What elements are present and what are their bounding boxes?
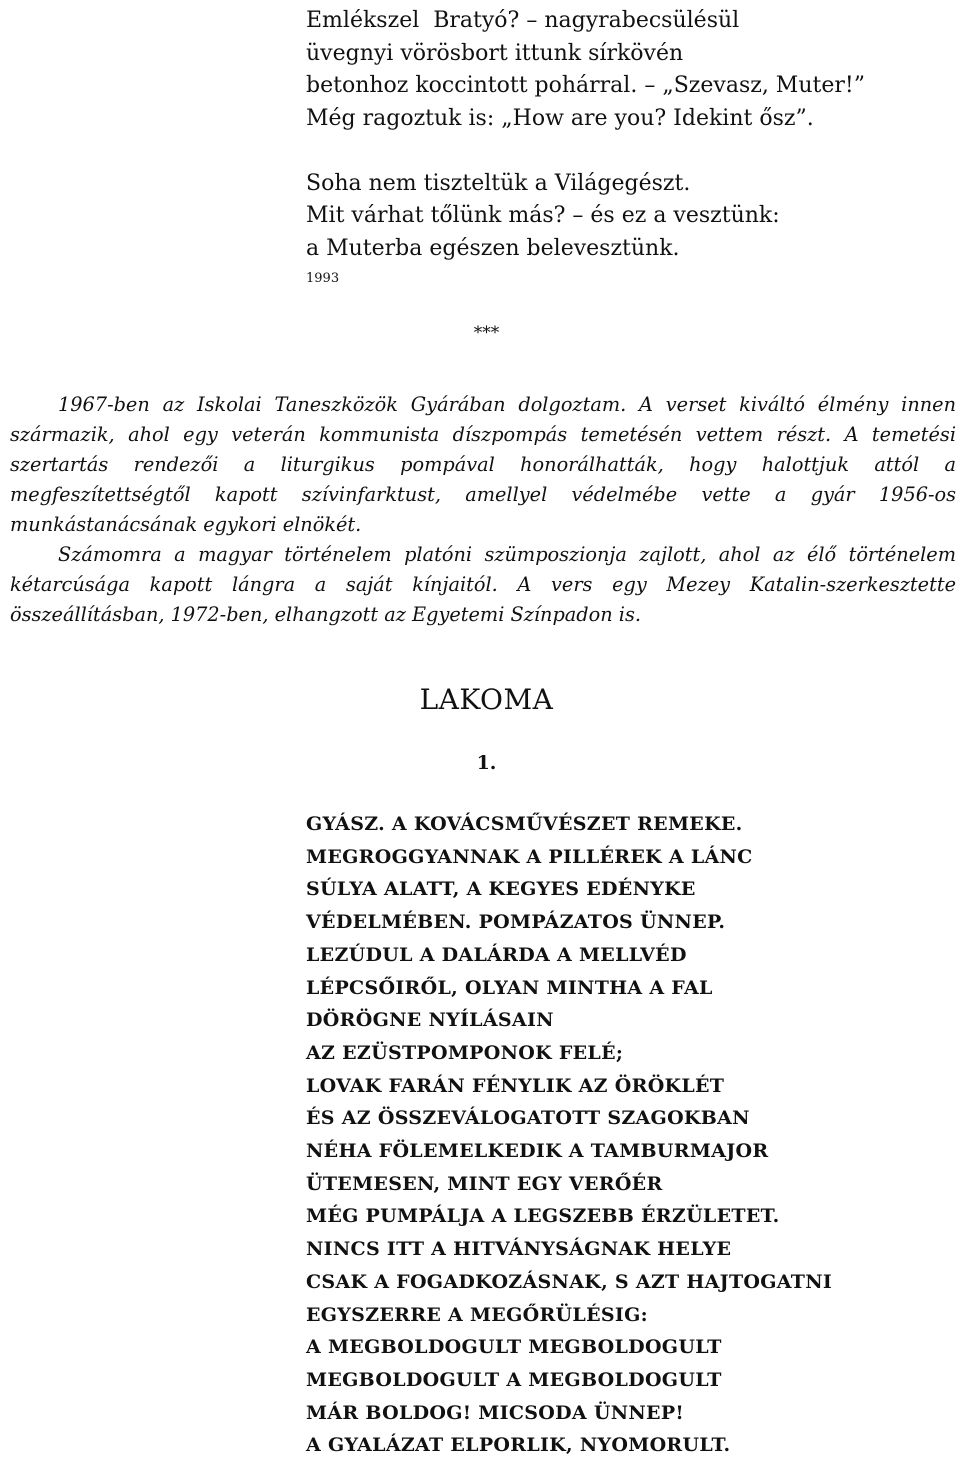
poem-line: A GYALÁZAT ELPORLIK, NYOMORULT. (306, 1434, 731, 1457)
poem-line: LÉPCSŐIRŐL, OLYAN MINTHA A FAL (306, 976, 713, 999)
note-paragraph: 1967-ben az Iskolai Taneszközök Gyárában dolgoztam. A verset kiváltó élmény innen származik, ahol egy veterán kommunista díszpompás temetésén vettem részt. A temetési szertartás rendezői a liturgikus pompával honorálhatták, hogy halottjuk attól a megfeszítettségtől kapott szívinfarktust, amellyel védelmébe vette a gyár 1956-os munkástanácsának egykori elnökét. (10, 393, 956, 536)
poem-title: LAKOMA (419, 683, 554, 716)
poem-line: NÉHA FÖLEMELKEDIK A TAMBURMAJOR (306, 1140, 769, 1163)
poem-line: GYÁSZ. A KOVÁCSMŰVÉSZET REMEKE. (306, 813, 743, 835)
poem-line: ÉS AZ ÖSSZEVÁLOGATOTT SZAGOKBAN (306, 1107, 750, 1130)
poem-line: ÜTEMESEN, MINT EGY VERŐÉR (306, 1172, 663, 1195)
poem-line: LEZÚDUL A DALÁRDA A MELLVÉD (306, 943, 687, 966)
author-note (10, 390, 956, 630)
section-number: 1. (476, 752, 497, 774)
poem-line: MÁR BOLDOG! MICSODA ÜNNEP! (306, 1401, 685, 1424)
poem-line: DÖRÖGNE NYÍLÁSAIN (306, 1009, 554, 1032)
poem-line: NINCS ITT A HITVÁNYSÁGNAK HELYE (306, 1238, 732, 1261)
poem-line: Mit várhat tőlünk más? – és ez a vesztünk: (306, 203, 780, 228)
poem-line: SÚLYA ALATT, A KEGYES EDÉNYKE (306, 878, 696, 901)
poem-year: 1993 (306, 271, 340, 286)
poem-body (306, 808, 832, 1462)
poem-line: MEGBOLDOGULT A MEGBOLDOGULT (306, 1368, 722, 1391)
poem-line: EGYSZERRE A MEGŐRÜLÉSIG: (306, 1303, 648, 1326)
section-separator: *** (473, 323, 500, 343)
poem-line: A MEGBOLDOGULT MEGBOLDOGULT (306, 1336, 722, 1359)
poem-line: MEGROGGYANNAK A PILLÉREK A LÁNC (306, 845, 753, 868)
poem-stanzas (306, 5, 865, 265)
poem-line: AZ EZÜSTPOMPONOK FELÉ; (306, 1041, 624, 1064)
stanza-break (306, 135, 865, 168)
poem-line: Emlékszel Bratyó? – nagyrabecsülésül (306, 8, 740, 33)
poem-line: Soha nem tiszteltük a Világegészt. (306, 170, 691, 196)
poem-line: a Muterba egészen belevesztünk. (306, 235, 680, 261)
poem-line: betonhoz koccintott pohárral. – „Szevasz, Muter!” (306, 73, 865, 98)
poem-line: MÉG PUMPÁLJA A LEGSZEBB ÉRZÜLETET. (306, 1205, 780, 1228)
poem-line: VÉDELMÉBEN. POMPÁZATOS ÜNNEP. (306, 911, 726, 934)
poem-line: Még ragoztuk is: „How are you? Idekint ősz”. (306, 105, 814, 131)
poem-line: CSAK A FOGADKOZÁSNAK, S AZT HAJTOGATNI (306, 1270, 833, 1293)
poem-line: üvegnyi vörösbort ittunk sírkövén (306, 40, 684, 66)
note-paragraph: Számomra a magyar történelem platóni szümposzionja zajlott, ahol az élő történelem kétarcúsága kapott lángra a saját kínjaitól. A vers egy Mezey Katalin-szerkesztette összeállításban, 1972-ben, elhangzott az Egyetemi Színpadon is. (10, 543, 956, 626)
poem-line: LOVAK FARÁN FÉNYLIK AZ ÖRÖKLÉT (306, 1074, 725, 1097)
